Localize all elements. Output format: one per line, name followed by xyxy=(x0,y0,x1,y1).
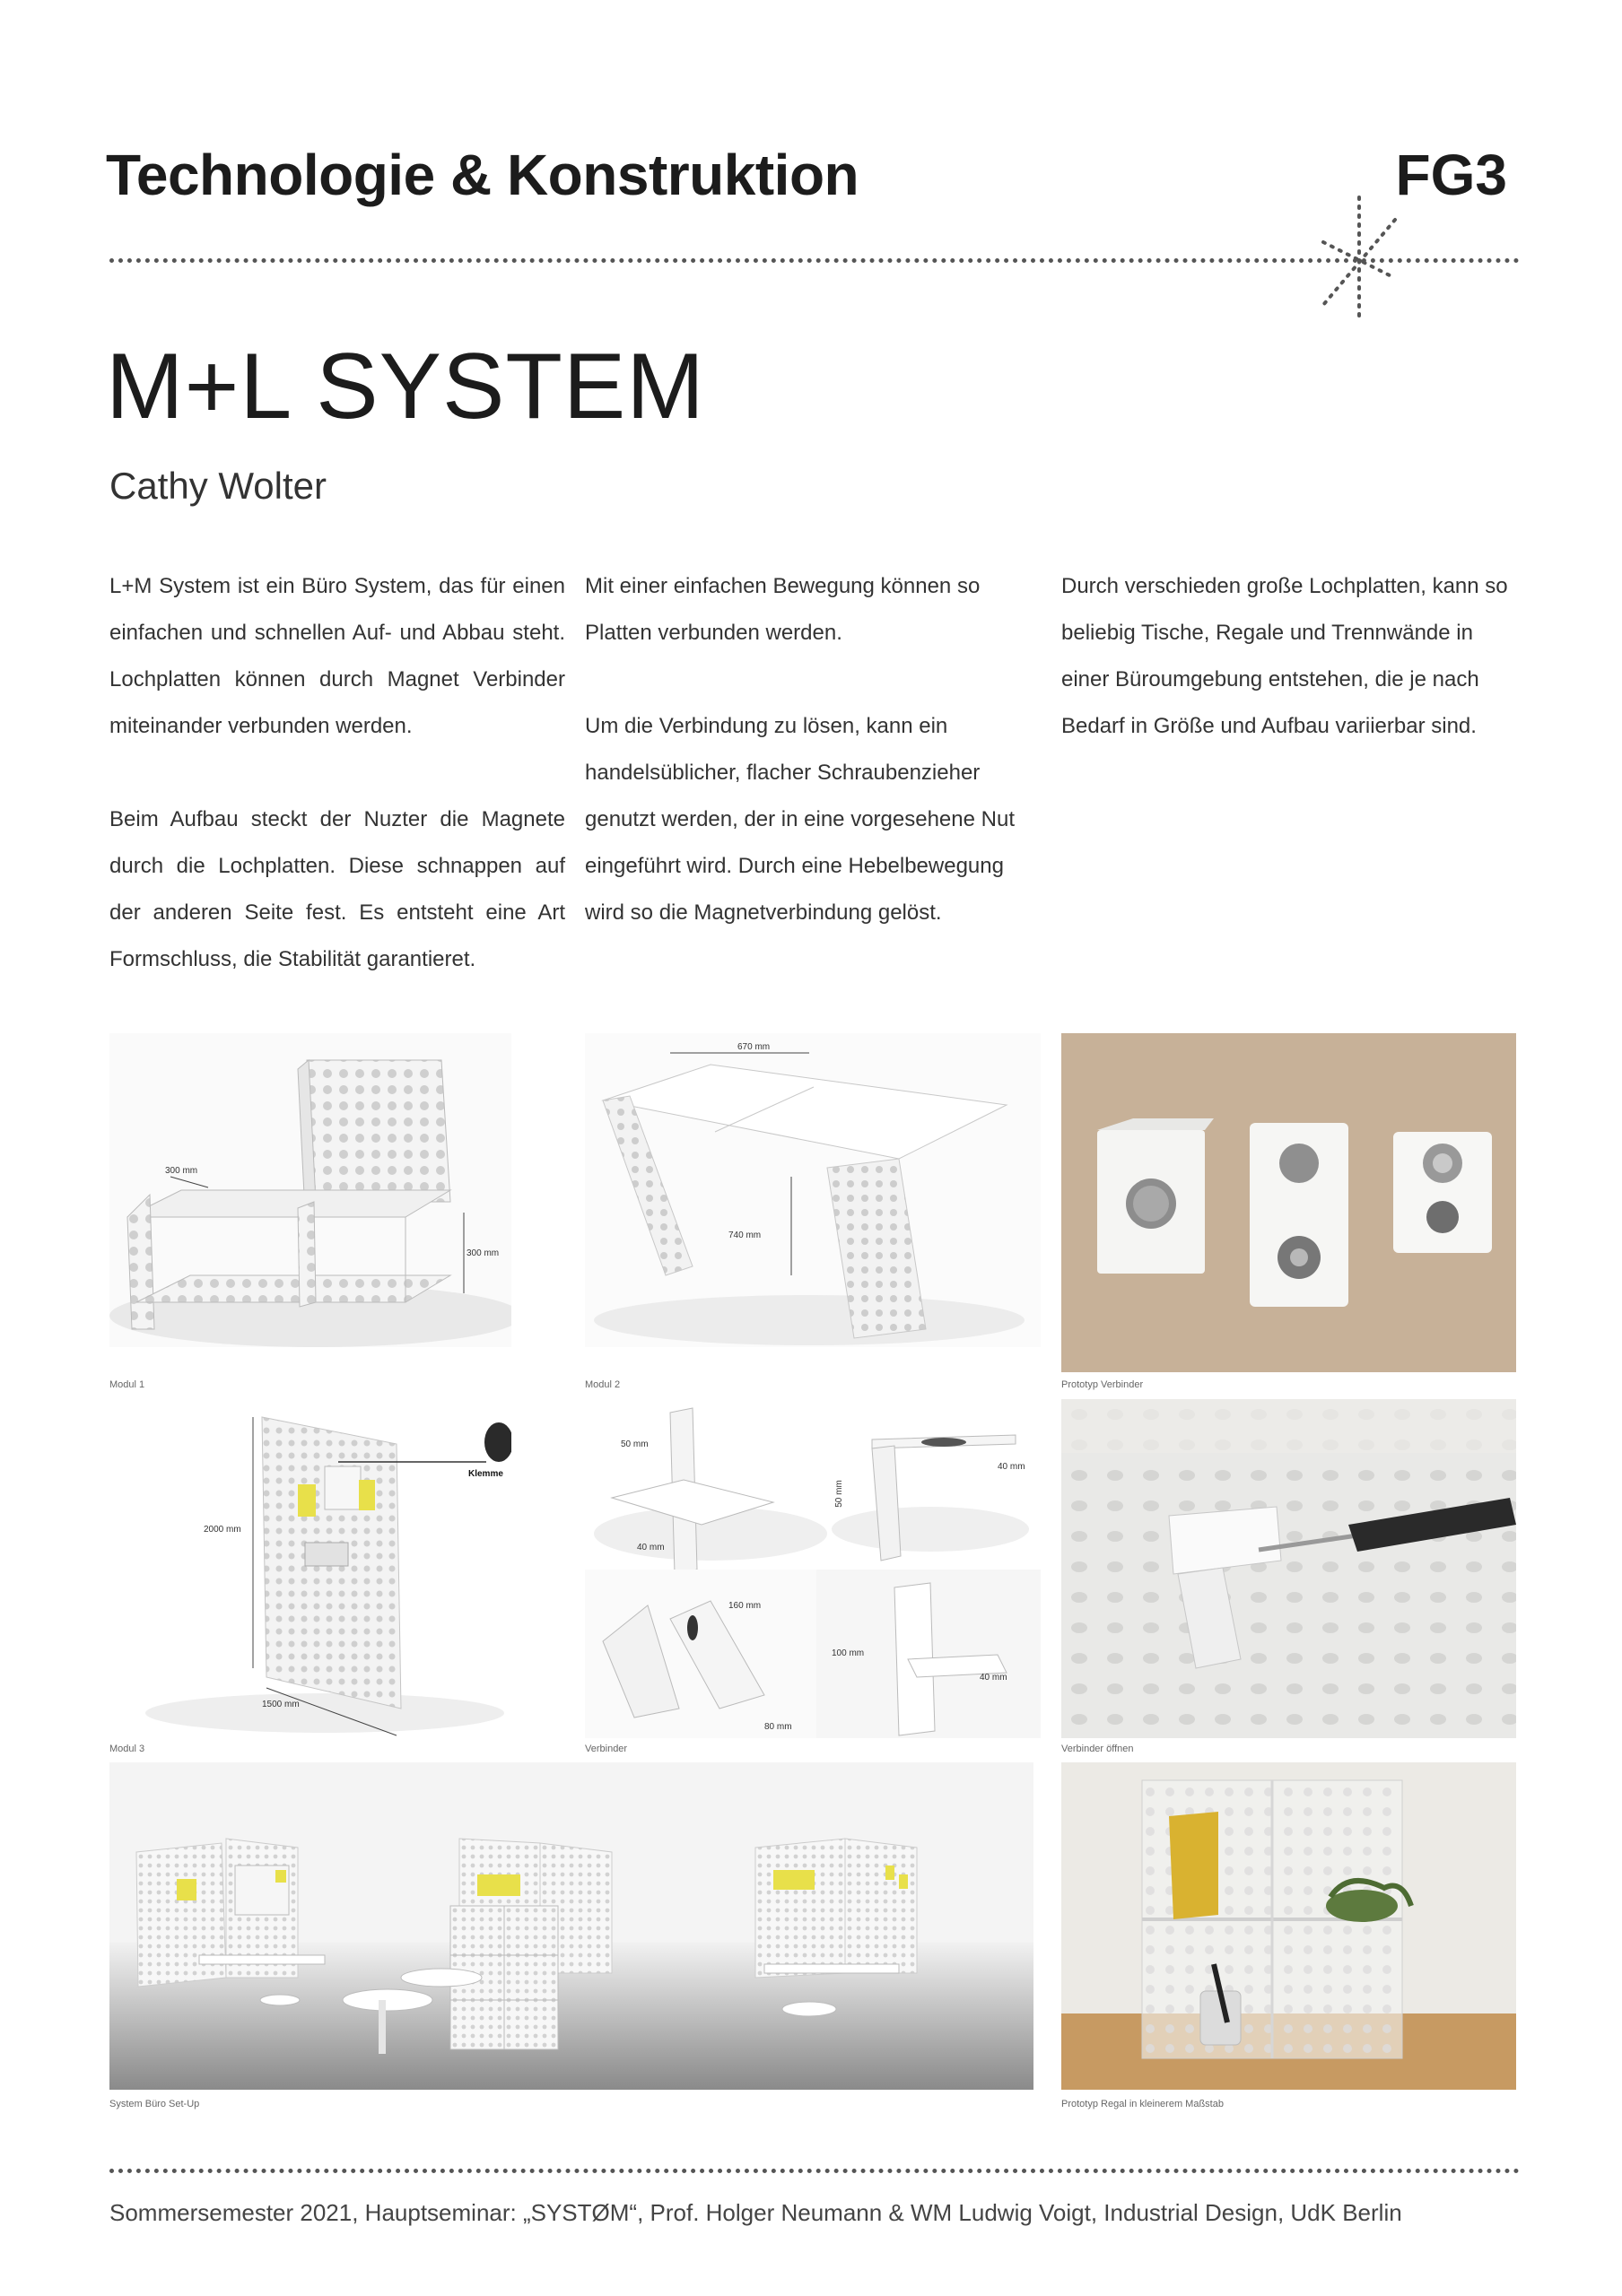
dimension-label: 40 mm xyxy=(998,1462,1025,1472)
dimension-label: 50 mm xyxy=(833,1480,844,1508)
table-module-illustration xyxy=(585,1033,1041,1347)
figure-modul-3 xyxy=(109,1399,511,1738)
footer-divider xyxy=(109,2169,1520,2173)
dimension-label: 160 mm xyxy=(728,1601,762,1611)
dimension-label: 300 mm xyxy=(467,1248,500,1258)
figure-caption: Modul 3 xyxy=(109,1744,145,1754)
figure-caption: Modul 2 xyxy=(585,1379,621,1390)
dimension-label: 670 mm xyxy=(737,1042,771,1052)
dimension-label: 80 mm xyxy=(764,1722,792,1732)
photo-verbinder-oeffnen xyxy=(1061,1399,1516,1738)
figure-verbinder xyxy=(585,1399,1041,1738)
text-column-1 xyxy=(109,563,565,1030)
dimension-label: 2000 mm xyxy=(204,1525,241,1535)
header-divider xyxy=(109,258,1520,263)
dimension-label: 100 mm xyxy=(832,1648,865,1658)
connector-variants-illustration xyxy=(585,1399,1041,1738)
figure-caption: Prototyp Verbinder xyxy=(1061,1379,1144,1390)
klemme-label: Klemme xyxy=(468,1469,503,1479)
office-setup-render xyxy=(109,1762,1033,2090)
dimension-label: 740 mm xyxy=(728,1231,762,1240)
magnet-connector-photo xyxy=(1061,1033,1516,1372)
dimension-label: 50 mm xyxy=(621,1439,649,1449)
footer-text: Sommersemester 2021, Hauptseminar: „SYSTØM“, Prof. Holger Neumann & WM Ludwig Voigt, Industrial Design, UdK Berlin xyxy=(109,2199,1402,2226)
wall-panel-illustration xyxy=(109,1399,511,1738)
author-name: Cathy Wolter xyxy=(109,465,327,507)
shelf-module-illustration xyxy=(109,1033,511,1347)
paragraph: Beim Aufbau steckt der Nuzter die Magnete durch die Lochplatten. Diese schnappen auf der anderen Seite fest. Es entsteht eine Art Formschluss, die Stabilität garantieret. xyxy=(109,807,565,971)
figure-system-setup xyxy=(109,1762,1033,2090)
dimension-label: 300 mm xyxy=(165,1166,198,1176)
screwdriver-photo xyxy=(1061,1399,1516,1738)
text-column-2 xyxy=(585,563,1041,983)
header-code: FG3 xyxy=(1395,143,1507,207)
dimension-label: 40 mm xyxy=(980,1673,1007,1683)
paragraph: L+M System ist ein Büro System, das für einen einfachen und schnellen Auf- und Abbau steht. Lochplatten können durch Magnet Verbinder miteinander verbunden werden. xyxy=(109,574,565,738)
figure-caption: Modul 1 xyxy=(109,1379,145,1390)
figure-modul-2 xyxy=(585,1033,1041,1347)
photo-prototyp-regal xyxy=(1061,1762,1516,2090)
paragraph: Um die Verbindung zu lösen, kann ein handelsüblicher, flacher Schraubenzieher genutzt werden, der in eine vorgesehene Nut eingeführt wird. Durch eine Hebelbewegung wird so die Magnetverbindung gelöst. xyxy=(585,714,1015,925)
project-title: M+L SYSTEM xyxy=(106,335,705,439)
dimension-label: 40 mm xyxy=(637,1543,665,1552)
figure-caption: Verbinder öffnen xyxy=(1061,1744,1134,1754)
dimension-label: 1500 mm xyxy=(262,1700,300,1709)
figure-caption: Verbinder xyxy=(585,1744,628,1754)
dotted-star-icon xyxy=(1310,188,1408,332)
header-title: Technologie & Konstruktion xyxy=(106,143,859,207)
paragraph: Durch verschieden große Lochplatten, kann so beliebig Tische, Regale und Trennwände in einer Büroumgebung entstehen, die je nach Bedarf in Größe und Aufbau variierbar sind. xyxy=(1061,574,1508,738)
shelf-prototype-photo xyxy=(1061,1762,1516,2090)
figure-caption: Prototyp Regal in kleinerem Maßstab xyxy=(1061,2099,1224,2109)
paragraph: Mit einer einfachen Bewegung können so Platten verbunden werden. xyxy=(585,574,981,645)
text-column-3 xyxy=(1061,563,1510,796)
figure-modul-1 xyxy=(109,1033,511,1347)
photo-prototyp-verbinder xyxy=(1061,1033,1516,1372)
figure-caption: System Büro Set-Up xyxy=(109,2099,200,2109)
